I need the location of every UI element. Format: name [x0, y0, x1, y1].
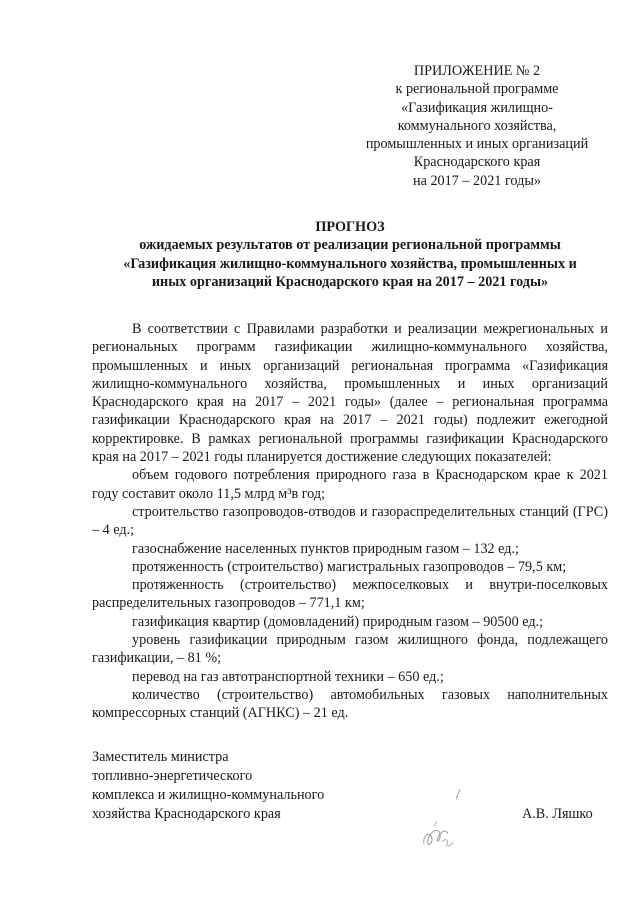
appendix-line: к региональной программе [395, 81, 559, 98]
indicator-item: протяженность (строительство) межпоселковых и внутри-поселковых распределительных газопроводов – 771,1 км; [92, 577, 608, 612]
appendix-line: ПРИЛОЖЕНИЕ № 2 [413, 63, 541, 79]
indicator-item: уровень газификации природным газом жилищного фонда, подлежащего газификации, – 81 %; [92, 632, 608, 667]
appendix-header [352, 62, 602, 190]
indicator-item: газификация квартир (домовладений) природным газом – 90500 ед.; [132, 613, 544, 630]
indicator-item: количество (строительство) автомобильных газовых наполнительных компрессорных станций (АГНКС) – 21 ед. [92, 686, 608, 722]
indicator-item: протяженность (строительство) магистральных газопроводов – 79,5 км; [132, 558, 567, 575]
appendix-line: коммунального хозяйства, [397, 117, 557, 134]
handwritten-signature [418, 818, 458, 854]
title-line: иных организаций Краснодарского края на 2017 – 2021 годы» [151, 274, 549, 291]
appendix-line: Краснодарского края [413, 154, 541, 171]
pen-tick-mark [455, 788, 461, 800]
indicator-item: строительство газопроводов-отводов и газораспределительных станций (ГРС) – 4 ед.; [92, 503, 608, 539]
title-line: «Газификация жилищно-коммунального хозяйства, промышленных и [123, 255, 577, 272]
indicator-item: объем годового потребления природного газа в Краснодарском крае к 2021 году составит около 11,5 млрд м³в год; [92, 467, 608, 502]
appendix-line: «Газификация жилищно- [401, 99, 553, 116]
signer-position-line: хозяйства Краснодарского края [92, 806, 281, 822]
document-body [92, 320, 608, 723]
indicator-item: газоснабжение населенных пунктов природным газом – 132 ед.; [132, 540, 520, 557]
intro-paragraph: В соответствии с Правилами разработки и реализации межрегиональных и региональных программ газификации жилищно-коммунального хозяйства, промышленных и иных организаций региональная программа «Газификация жилищно-коммунального хозяйства, промышленных и иных организаций Краснодарского края на 2017 – 2021 годы» (далее – региональная программа газификации Краснодарского края на 2017 – 2021 годы) подлежит ежегодной корректировке. В рамках региональной программы газификации Краснодарского края на 2017 – 2021 годы планируется достижение следующих показателей: [92, 321, 608, 466]
appendix-line: промышленных и иных организаций [365, 136, 589, 153]
signer-position-line: Заместитель министра [92, 749, 229, 765]
title-heading: ПРОГНОЗ [315, 219, 385, 235]
signer-position-line: комплекса и жилищно-коммунального [92, 787, 325, 803]
title-line: ожидаемых результатов от реализации региональной программы [139, 237, 561, 254]
appendix-line: на 2017 – 2021 годы» [413, 172, 541, 189]
indicator-item: перевод на газ автотранспортной техники – 650 ед.; [132, 668, 444, 685]
document-title [80, 218, 620, 292]
signer-name: А.В. Ляшко [522, 806, 593, 822]
signer-position-line: топливно-энергетического [92, 768, 253, 784]
